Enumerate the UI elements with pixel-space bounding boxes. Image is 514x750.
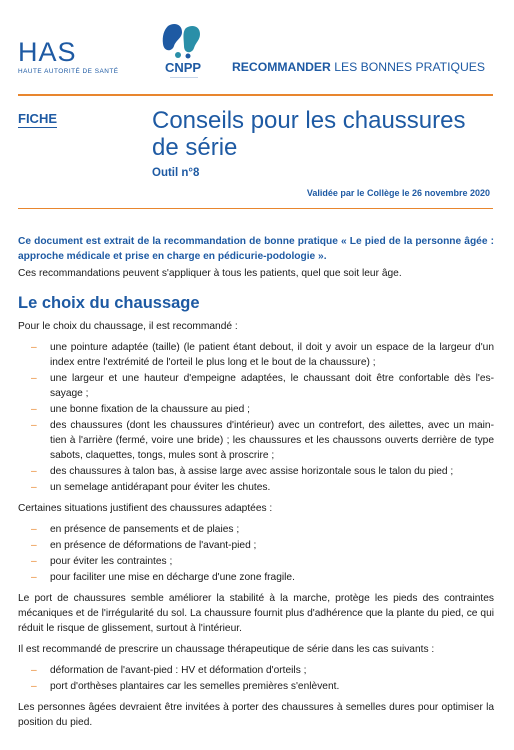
section-title: Le choix du chaussage bbox=[18, 294, 200, 312]
header-divider bbox=[18, 94, 493, 96]
situations-lead: Certaines situations justifient des chaussures adaptées : bbox=[18, 503, 273, 514]
header-tagline bbox=[232, 60, 485, 74]
therapeutic-list bbox=[18, 663, 494, 694]
dash-bullet-icon: – bbox=[31, 572, 37, 583]
dash-bullet-icon: – bbox=[31, 466, 37, 477]
list-item: – déformation de l'avant-pied : HV et déformation d'orteils ; bbox=[31, 665, 307, 676]
list-item: – port d'orthèses plantaires car les semelles premières s'enlèvent. bbox=[31, 681, 340, 692]
list-item: – pour éviter les contraintes ; bbox=[31, 556, 173, 567]
dash-bullet-icon: – bbox=[31, 404, 37, 415]
list-item: – des chaussures à talon bas, à assise large avec assise horizontale sous le talon du pied ; bbox=[31, 466, 454, 477]
list-item: – pour faciliter une mise en décharge d'une zone fragile. bbox=[31, 572, 295, 583]
tool-number: Outil n°8 bbox=[152, 167, 200, 179]
list-item: – en présence de déformations de l'avant-pied ; bbox=[31, 540, 257, 551]
dash-bullet-icon: – bbox=[31, 540, 37, 551]
dash-bullet-icon: – bbox=[31, 665, 37, 676]
list-item: – une bonne fixation de la chaussure au pied ; bbox=[31, 404, 250, 415]
dash-bullet-icon: – bbox=[31, 482, 37, 493]
dash-bullet-icon: – bbox=[31, 342, 37, 353]
page-title: Conseils pour les chaussures de série bbox=[152, 107, 466, 161]
title-divider bbox=[18, 208, 493, 209]
dash-bullet-icon: – bbox=[31, 420, 37, 431]
recommendations-list bbox=[18, 340, 494, 495]
dash-bullet-icon: – bbox=[31, 373, 37, 384]
section-lead: Pour le choix du chaussage, il est recommandé : bbox=[18, 321, 238, 332]
validation-date: Validée par le Collège le 26 novembre 2020 bbox=[306, 188, 490, 198]
document-body bbox=[18, 234, 494, 736]
situations-list bbox=[18, 522, 494, 585]
intro-extract: Ce document est extrait de la recommandation de bonne pratique « Le pied de la personne âgée : approche médicale et prise en charge en pédicurie-podologie ». bbox=[18, 236, 494, 262]
list-item: – une largeur et une hauteur d'empeigne adaptées, le chaussant doit être confortable dès l'es-sayage ; bbox=[31, 373, 494, 399]
list-item: – des chaussures (dont les chaussures d'intérieur) avec un contrefort, des ailettes, avec un main-tien à l'arrière (fermé, voire une bride) ; les chaussures et les chaussons ouverts derrière de type sabots, claquettes, tongs, mules sont à proscrire ; bbox=[31, 420, 494, 461]
list-item: – une pointure adaptée (taille) (le patient étant debout, il doit y avoir un espace de la largeur d'un index entre l'extrémité de l'orteil le plus long et le bout de la chaussure) ; bbox=[31, 342, 494, 368]
list-item: – un semelage antidérapant pour éviter les chutes. bbox=[31, 482, 271, 493]
cnpp-logo-tagline: ———————— bbox=[170, 75, 198, 79]
doc-type-label: FICHE bbox=[18, 111, 57, 126]
page-header bbox=[0, 0, 514, 92]
dash-bullet-icon: – bbox=[31, 556, 37, 567]
intro-scope: Ces recommandations peuvent s'appliquer à tous les patients, quel que soit leur âge. bbox=[18, 268, 402, 279]
dash-bullet-icon: – bbox=[31, 681, 37, 692]
tagline-bold: RECOMMANDER bbox=[232, 60, 331, 74]
tagline-rest: LES BONNES PRATIQUES bbox=[330, 60, 486, 74]
has-logo-subtitle: HAUTE AUTORITÉ DE SANTÉ bbox=[18, 68, 119, 75]
benefits-paragraph: Le port de chaussures semble améliorer la stabilité à la marche, protège les pieds des contraintes mécaniques et de l'irrégularité du sol. La chaussure fournit plus d'adhérence que la plante du pied, ce qui réduit le risque de glissement, surtout à l'intérieur. bbox=[18, 593, 494, 634]
has-logo-mark: HAS bbox=[18, 37, 77, 67]
dash-bullet-icon: – bbox=[31, 524, 37, 535]
has-logo bbox=[18, 38, 119, 75]
list-item: – en présence de pansements et de plaies ; bbox=[31, 524, 240, 535]
cnpp-footprints-icon bbox=[158, 22, 208, 60]
cnpp-logo bbox=[158, 22, 208, 80]
cnpp-logo-name: CNPP bbox=[164, 60, 202, 75]
closing-paragraph: Les personnes âgées devraient être invitées à porter des chaussures à semelles dures pour optimiser la position du pied. bbox=[18, 702, 494, 728]
therapeutic-lead: Il est recommandé de prescrire un chaussage thérapeutique de série dans les cas suivants : bbox=[18, 644, 435, 655]
